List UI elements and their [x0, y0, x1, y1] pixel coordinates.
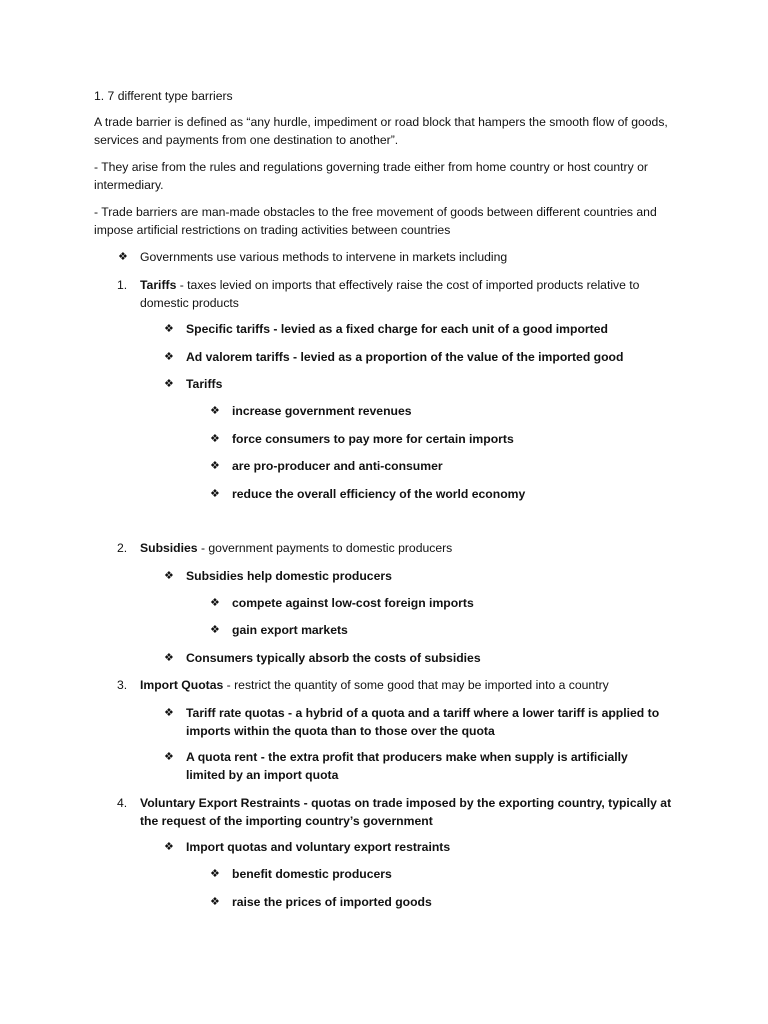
tariff-rate-quotas-bullet — [186, 705, 676, 740]
diamond-bullet-icon: ❖ — [164, 751, 174, 763]
ver-effect-item: raise the prices of imported goods — [232, 895, 432, 909]
tariffs-item — [140, 277, 680, 312]
tariff-rate-quotas-definition: - a hybrid of a quota and a tariff where a lower tariff is applied to imports within the quota than to those over the quota — [186, 706, 660, 738]
ver-effect-item: benefit domestic producers — [232, 867, 392, 881]
quota-rent-bullet — [186, 749, 646, 784]
diamond-bullet-icon: ❖ — [210, 896, 220, 908]
manmade-paragraph: - Trade barriers are man-made obstacles to the free movement of goods between different countries and impose artificial restrictions on trading activities between countries — [94, 205, 657, 237]
subsidies-help-item: compete against low-cost foreign imports — [232, 596, 474, 610]
ver-term: Voluntary Export Restraints — [140, 796, 301, 810]
quota-rent-term: A quota rent — [186, 750, 258, 764]
diamond-bullet-icon: ❖ — [164, 378, 174, 390]
tariffs-term: Tariffs — [140, 278, 177, 292]
advalorem-tariffs-bullet — [186, 349, 623, 367]
quota-rent-definition: - the extra profit that producers make when supply is artificially limited by an import quota — [186, 750, 628, 782]
import-quotas-term: Import Quotas — [140, 678, 224, 692]
item-number: 3. — [117, 678, 128, 692]
ver-item — [140, 795, 680, 830]
diamond-bullet-icon: ❖ — [164, 841, 174, 853]
governments-bullet: Governments use various methods to intervene in markets including — [140, 250, 508, 264]
tariff-effect-item: reduce the overall efficiency of the world economy — [232, 487, 526, 501]
diamond-bullet-icon: ❖ — [210, 488, 220, 500]
diamond-bullet-icon: ❖ — [210, 433, 220, 445]
import-quotas-item — [140, 677, 609, 695]
definition-paragraph: A trade barrier is defined as “any hurdle, impediment or road block that hampers the smooth flow of goods, services and payments from one destination to another”. — [94, 115, 668, 147]
item-number: 1. — [117, 278, 128, 292]
subsidies-item — [140, 540, 452, 558]
subsidies-consumers-bullet: Consumers typically absorb the costs of subsidies — [186, 651, 481, 665]
ver-both-bullet: Import quotas and voluntary export restraints — [186, 840, 451, 854]
advalorem-tariffs-term: Ad valorem tariffs — [186, 350, 290, 364]
tariff-effect-item: force consumers to pay more for certain imports — [232, 432, 514, 446]
diamond-bullet-icon: ❖ — [210, 868, 220, 880]
diamond-bullet-icon: ❖ — [118, 251, 128, 263]
diamond-bullet-icon: ❖ — [210, 460, 220, 472]
tariff-effect-item: are pro-producer and anti-consumer — [232, 459, 443, 473]
item-number: 2. — [117, 541, 128, 555]
diamond-bullet-icon: ❖ — [164, 707, 174, 719]
tariff-effect-item: increase government revenues — [232, 404, 412, 418]
specific-tariffs-term: Specific tariffs — [186, 322, 270, 336]
diamond-bullet-icon: ❖ — [164, 570, 174, 582]
diamond-bullet-icon: ❖ — [164, 652, 174, 664]
item-number: 4. — [117, 796, 128, 810]
specific-tariffs-definition: - levied as a fixed charge for each unit of a good imported — [270, 322, 608, 336]
tariffs-label-bullet: Tariffs — [186, 377, 223, 391]
diamond-bullet-icon: ❖ — [210, 405, 220, 417]
diamond-bullet-icon: ❖ — [210, 597, 220, 609]
subsidies-term: Subsidies — [140, 541, 198, 555]
specific-tariffs-bullet — [186, 321, 608, 339]
import-quotas-definition: - restrict the quantity of some good that may be imported into a country — [223, 678, 609, 692]
advalorem-tariffs-definition: - levied as a proportion of the value of the imported good — [289, 350, 624, 364]
tariff-rate-quotas-term: Tariff rate quotas — [186, 706, 285, 720]
tariffs-definition: - taxes levied on imports that effectively raise the cost of imported products relative to domestic products — [140, 278, 640, 310]
rules-paragraph: - They arise from the rules and regulations governing trade either from home country or host country or intermediary. — [94, 160, 648, 192]
diamond-bullet-icon: ❖ — [210, 624, 220, 636]
diamond-bullet-icon: ❖ — [164, 323, 174, 335]
subsidies-help-bullet: Subsidies help domestic producers — [186, 569, 392, 583]
diamond-bullet-icon: ❖ — [164, 351, 174, 363]
page-title: 1. 7 different type barriers — [94, 89, 233, 103]
ver-definition: - quotas on trade imposed by the exporting country, typically at the request of the importing country’s government — [140, 796, 672, 828]
subsidies-help-item: gain export markets — [232, 623, 348, 637]
subsidies-definition: - government payments to domestic producers — [197, 541, 453, 555]
